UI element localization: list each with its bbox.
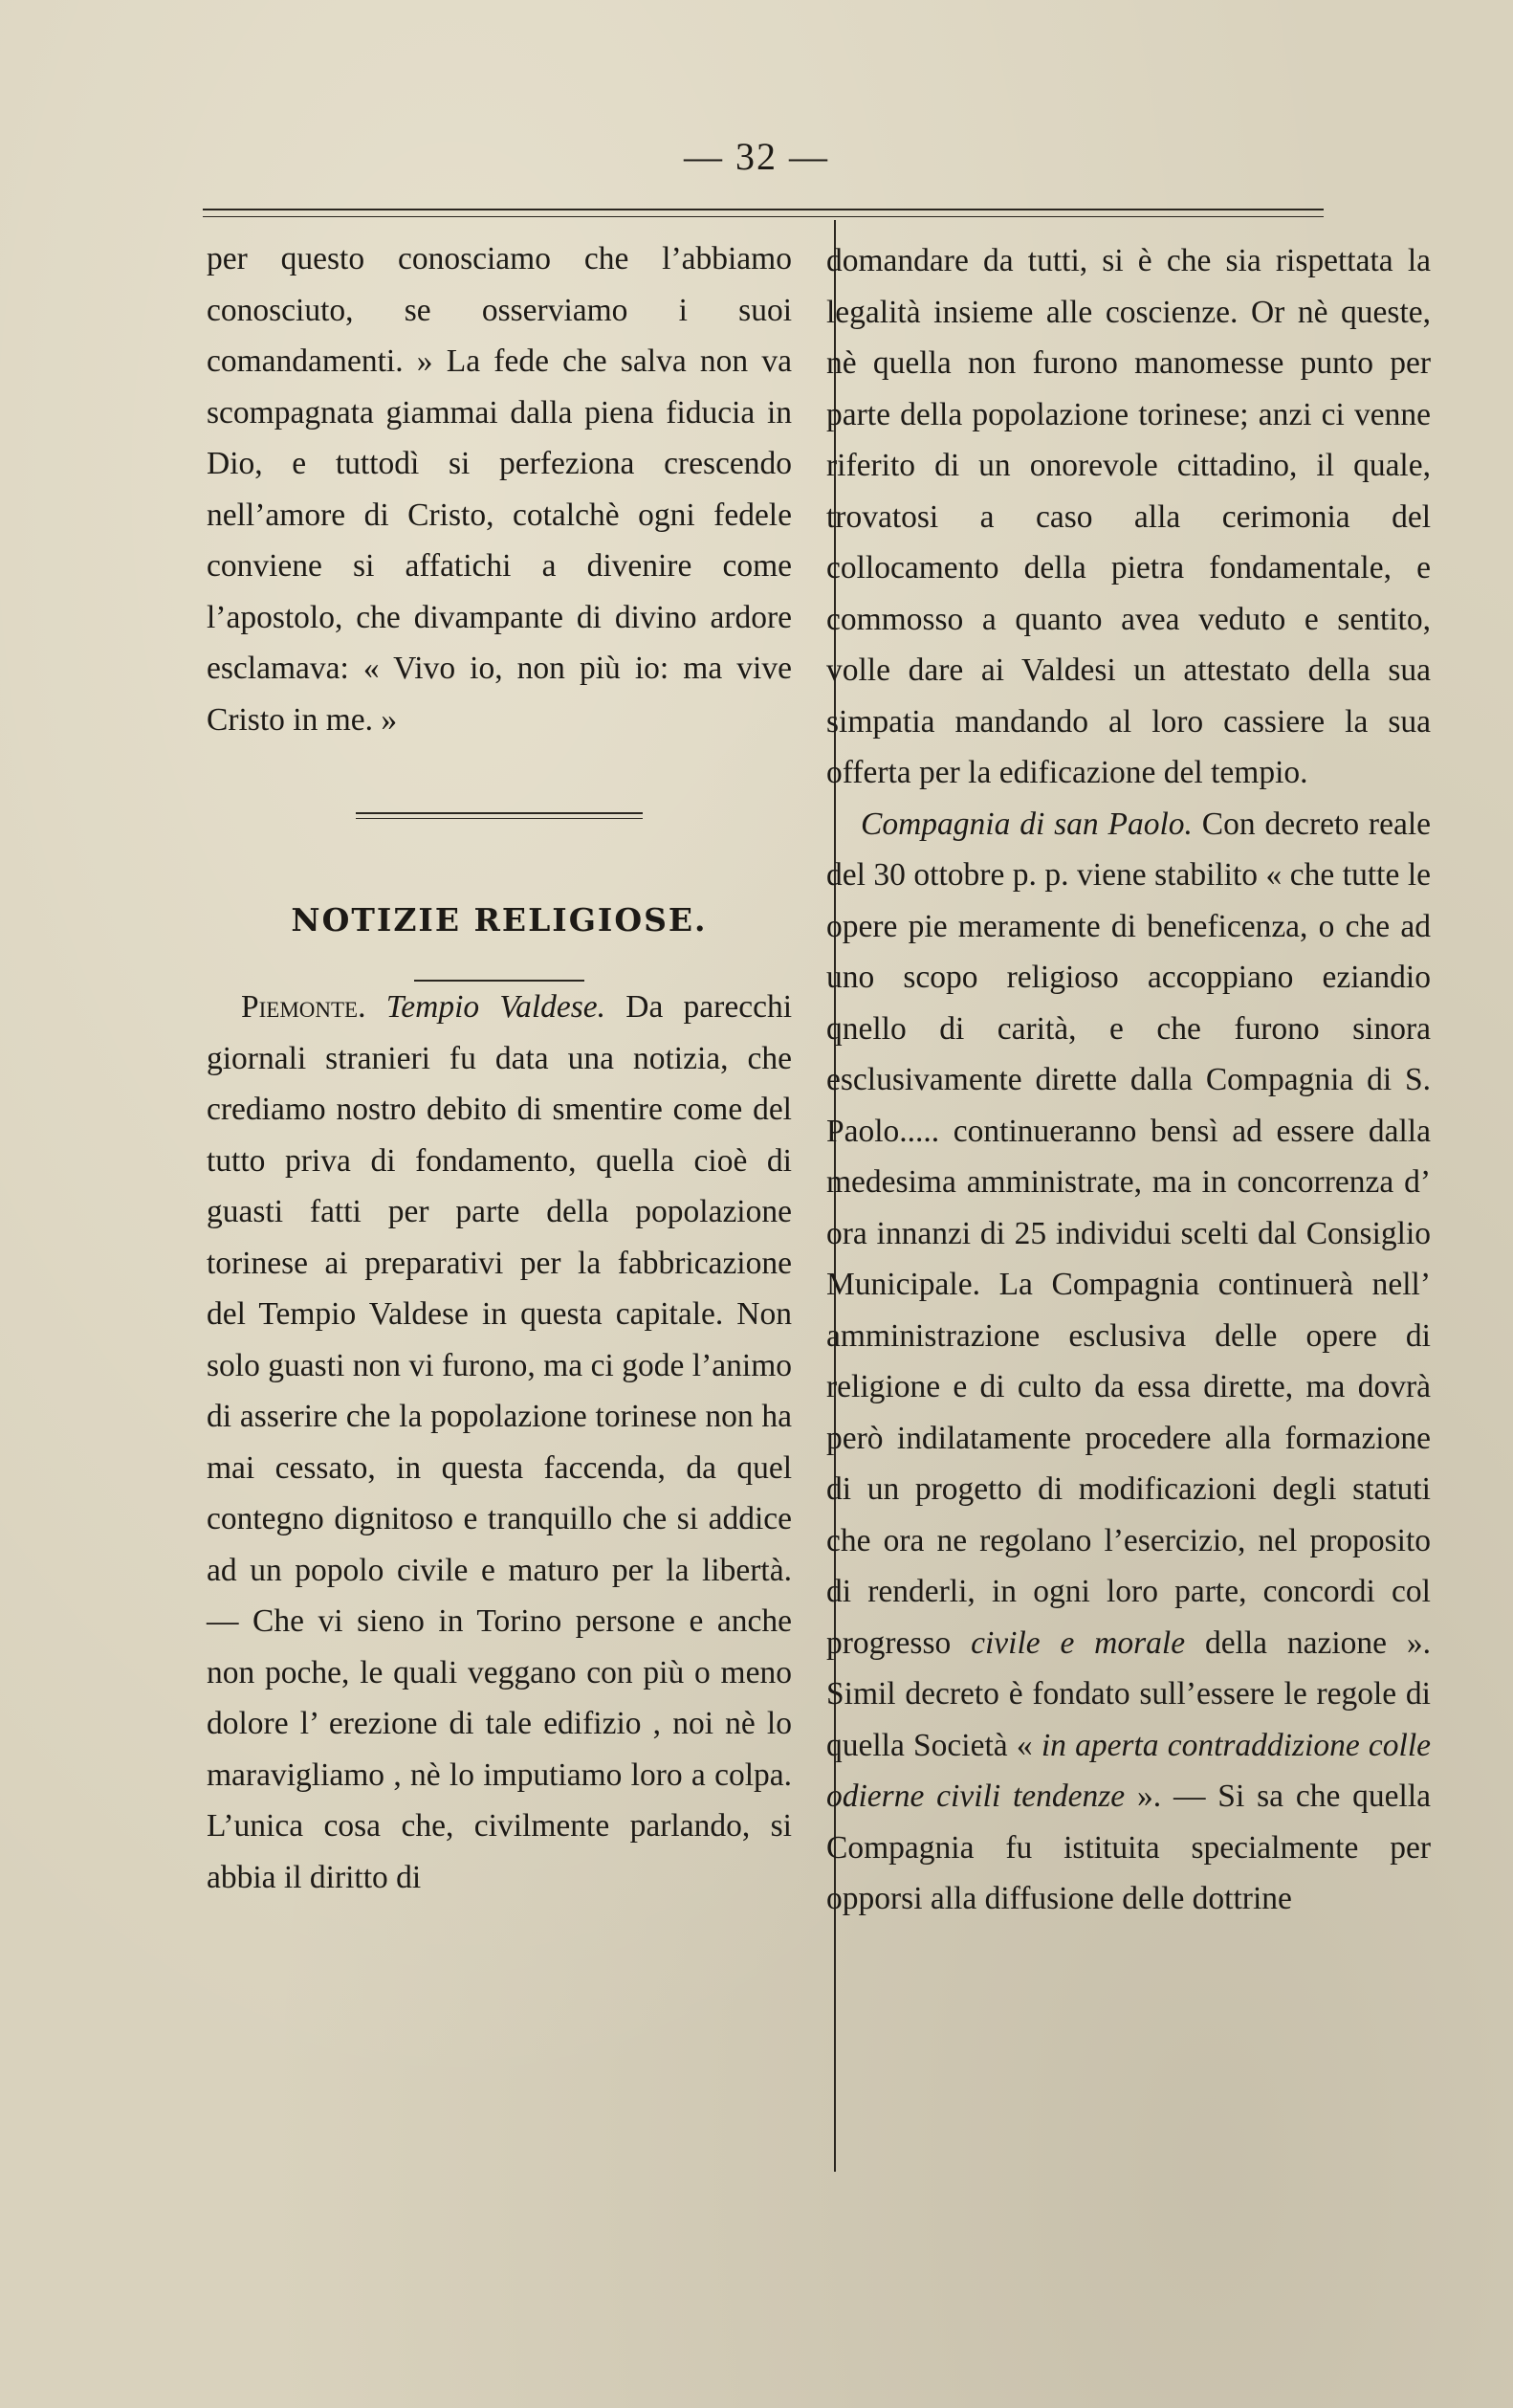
right-column	[819, 235, 1431, 1925]
compagnia-title: Compagnia di san Paolo.	[861, 806, 1193, 842]
page-number: — 32 —	[684, 135, 829, 178]
compagnia-paragraph	[826, 799, 1431, 1925]
news-article	[207, 982, 792, 1903]
right-column-inner	[826, 235, 1431, 1925]
compagnia-text-b: della nazione ». Simil decreto è fondato sull’essere le regole di quella Società «	[826, 1624, 1432, 1763]
continuation-paragraph: domandare da tutti, si è che sia rispettata la legalità insieme alle coscienze. Or nè queste, nè quella non furono manomesse punto per parte della popolazione torinese; anzi ci venne riferito di un onorevole cittadino, il quale, trovatosi a caso alla cerimonia del collocamento della pietra fondamentale, e commosso a quanto avea veduto e sentito, volle dare ai Valdesi un attestato della sua simpatia mandando al loro cassiere la sua offerta per la edificazione del tempio.	[826, 243, 1431, 790]
article-text: Da parecchi giornali stranieri fu data una notizia, che crediamo nostro debito di smentire come del tutto priva di fondamento, quella cioè di guasti fatti per parte della popolazione torinese ai preparativi per la fabbricazione del Tempio Valdese in questa capitale. Non solo guasti non vi furono, ma ci gode l’animo di asserire che la popolazione torinese non ha mai cessato, in questa faccenda, da quel contegno dignitoso e tranquillo che si addice ad un popolo civile e maturo per la libertà. — Che vi sieno in Torino persone e anche non poche, le quali veggano con più o meno dolore l’ erezione di tale edifizio , noi nè lo maravigliamo , nè lo imputiamo loro a colpa. L’unica cosa che, civilmente parlando, si abbia il diritto di	[207, 989, 792, 1895]
left-column	[207, 233, 792, 1903]
compagnia-italic-a: civile e morale	[971, 1624, 1186, 1661]
region-label: Piemonte.	[241, 989, 366, 1025]
compagnia-text-a: Con decreto reale del 30 ottobre p. p. viene stabilito « che tutte le opere pie meramente di beneficenza, o che ad uno scopo religioso accoppiano eziandio qnello di carità, e che furono sinora esclusivamente dirette dalla Compagnia di S. Paolo..... continueranno bensì ad essere dalla medesima amministrate, ma in concorrenza d’ ora innanzi di 25 individui scelti dal Consiglio Municipale. La Compagnia continuerà nell’ amministrazione esclusiva delle opere di religione e di culto da essa dirette, ma dovrà però indilatamente procedere alla formazione di un progetto di modificazioni degli statuti che ora ne regolano l’esercizio, nel proposito di renderli, in ogni loro parte, concordi col progresso	[826, 806, 1432, 1661]
section-divider	[356, 812, 643, 819]
section-heading: NOTIZIE RELIGIOSE.	[291, 901, 708, 939]
header-rule	[203, 209, 1324, 210]
closing-paragraph: per questo conosciamo che l’abbiamo conosciuto, se osserviamo i suoi comandamenti. » La fede che salva non va scompagnata giammai dalla piena fiducia in Dio, e tuttodì si perfeziona crescendo nell’amore di Cristo, cotalchè ogni fedele conviene si affatichi a divenire come l’apostolo, che divampante di divino ardore esclamava: « Vivo io, non più io: ma vive Cristo in me. »	[207, 241, 792, 738]
header-rule-secondary	[203, 216, 1324, 217]
compagnia-text-c: ». — Si sa che quella Compagnia fu istituita specialmente per opporsi alla diffusione delle dottrine	[826, 1778, 1431, 1916]
article-title: Tempio Valdese.	[385, 989, 606, 1025]
compagnia-italic-b: in aperta contraddizione colle odierne civili tendenze	[826, 1727, 1432, 1814]
